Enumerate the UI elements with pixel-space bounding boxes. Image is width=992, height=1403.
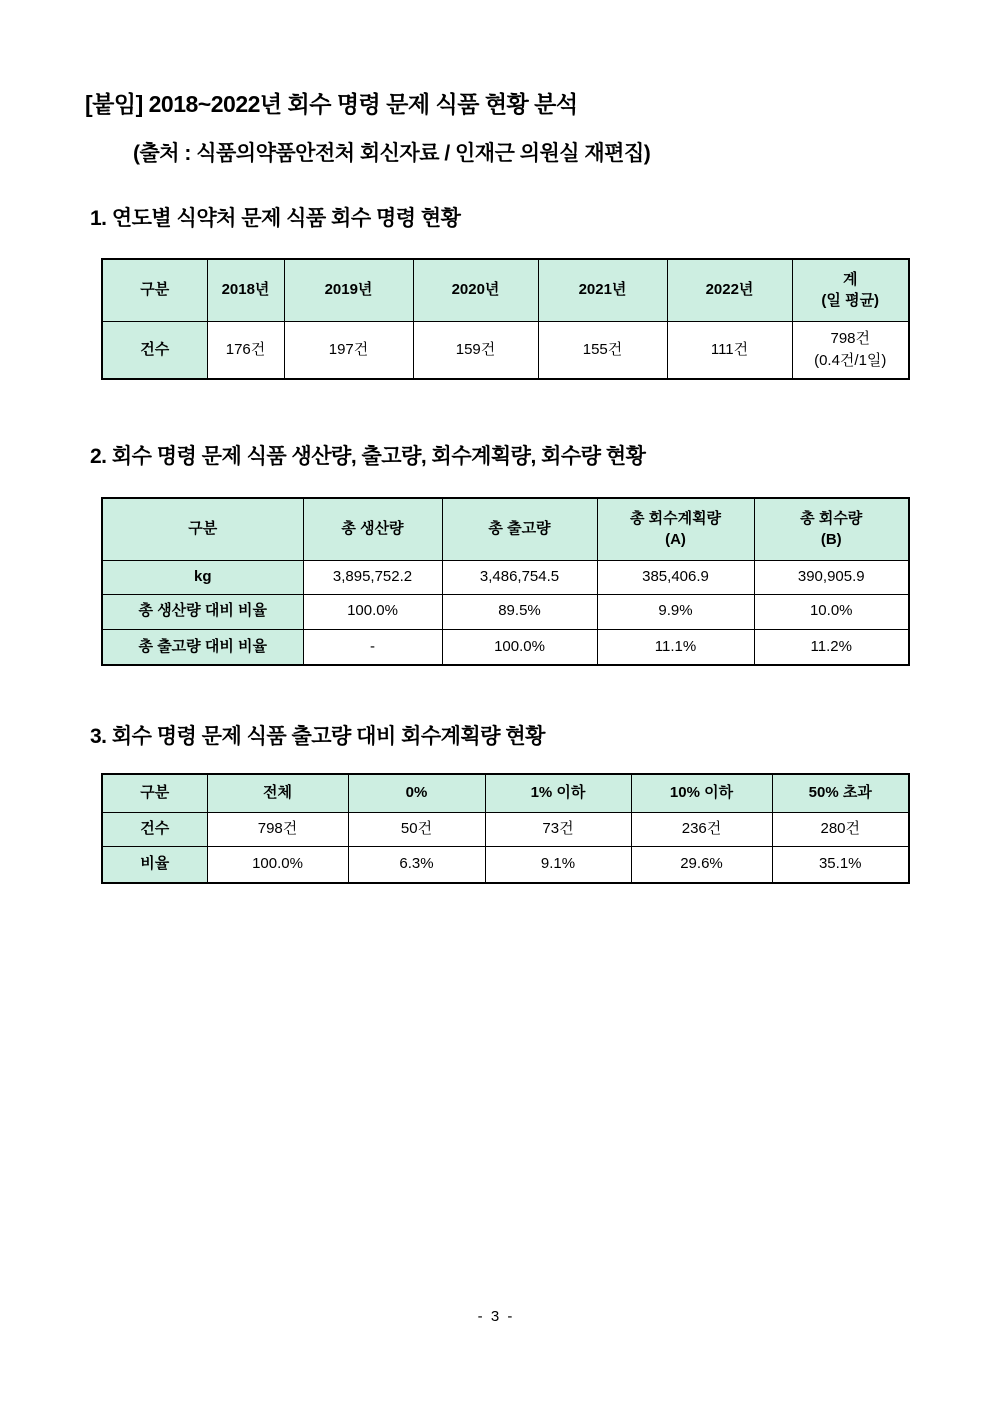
recall-header-line1: 총 회수량 [800, 509, 863, 527]
data-cell: 176건 [207, 321, 284, 379]
column-header-under-1pct: 1% 이하 [485, 774, 631, 812]
table-row [102, 629, 909, 665]
document-source-line: (출처 : 식품의약품안전처 회신자료 / 인재근 의원실 재편집) [133, 142, 651, 165]
data-cell: 50건 [348, 812, 485, 846]
row-label: 총 출고량 대비 비율 [102, 629, 303, 665]
column-header-production: 총 생산량 [303, 498, 442, 560]
data-cell-total [792, 321, 909, 379]
table-row [102, 594, 909, 629]
row-label: kg [102, 560, 303, 594]
column-header-2020: 2020년 [413, 259, 538, 321]
data-cell: 35.1% [772, 846, 909, 883]
data-cell: 11.1% [597, 629, 754, 665]
data-cell: 159건 [413, 321, 538, 379]
column-header-2018: 2018년 [207, 259, 284, 321]
table-row [102, 560, 909, 594]
recall-plan-header-line2: (A) [665, 531, 686, 549]
data-cell: 798건 [207, 812, 348, 846]
data-cell: 155건 [538, 321, 667, 379]
data-cell: 385,406.9 [597, 560, 754, 594]
data-cell: 9.9% [597, 594, 754, 629]
total-header-line2: (일 평균) [821, 292, 880, 310]
column-header-recall [754, 498, 909, 560]
data-cell: 100.0% [207, 846, 348, 883]
column-header-over-50pct: 50% 초과 [772, 774, 909, 812]
table-row [102, 812, 909, 846]
data-cell: 390,905.9 [754, 560, 909, 594]
column-header-2019: 2019년 [284, 259, 413, 321]
column-header: 구분 [102, 498, 303, 560]
table-row [102, 846, 909, 883]
column-header-total [792, 259, 909, 321]
recall-header-line2: (B) [820, 531, 842, 549]
data-cell: 100.0% [442, 629, 597, 665]
column-header-0pct: 0% [348, 774, 485, 812]
document-title: [붙임] 2018~2022년 회수 명령 문제 식품 현황 분석 [85, 91, 578, 117]
total-value-line1: 798건 [830, 330, 871, 347]
table-header-row [102, 498, 909, 560]
column-header: 구분 [102, 259, 207, 321]
column-header: 구분 [102, 774, 207, 812]
yearly-recall-order-table [101, 258, 910, 380]
data-cell: 73건 [485, 812, 631, 846]
section-3-heading: 3. 회수 명령 문제 식품 출고량 대비 회수계획량 현황 [90, 725, 545, 748]
data-cell: 29.6% [631, 846, 772, 883]
data-cell: 236건 [631, 812, 772, 846]
quantity-summary-table [101, 497, 910, 666]
data-cell: 280건 [772, 812, 909, 846]
data-cell: 9.1% [485, 846, 631, 883]
column-header-all: 전체 [207, 774, 348, 812]
table-row [102, 321, 909, 379]
data-cell: 6.3% [348, 846, 485, 883]
row-label: 건수 [102, 812, 207, 846]
data-cell: 100.0% [303, 594, 442, 629]
row-label: 건수 [102, 321, 207, 379]
section-2-heading: 2. 회수 명령 문제 식품 생산량, 출고량, 회수계획량, 회수량 현황 [90, 445, 646, 468]
column-header-2021: 2021년 [538, 259, 667, 321]
data-cell: 10.0% [754, 594, 909, 629]
row-label: 총 생산량 대비 비율 [102, 594, 303, 629]
total-value-line2: (0.4건/1일) [814, 351, 887, 369]
recall-plan-header-line1: 총 회수계획량 [629, 509, 722, 527]
data-cell: 3,486,754.5 [442, 560, 597, 594]
column-header-shipment: 총 출고량 [442, 498, 597, 560]
total-header-line1: 계 [843, 270, 858, 288]
column-header-2022: 2022년 [667, 259, 792, 321]
data-cell: 89.5% [442, 594, 597, 629]
recall-plan-ratio-table [101, 773, 910, 884]
section-1-heading: 1. 연도별 식약처 문제 식품 회수 명령 현황 [90, 207, 461, 230]
column-header-recall-plan [597, 498, 754, 560]
page-number: - 3 - [477, 1308, 515, 1325]
data-cell: 11.2% [754, 629, 909, 665]
data-cell: - [303, 629, 442, 665]
data-cell: 111건 [667, 321, 792, 379]
row-label: 비율 [102, 846, 207, 883]
column-header-under-10pct: 10% 이하 [631, 774, 772, 812]
table-header-row [102, 259, 909, 321]
data-cell: 3,895,752.2 [303, 560, 442, 594]
table-header-row [102, 774, 909, 812]
data-cell: 197건 [284, 321, 413, 379]
